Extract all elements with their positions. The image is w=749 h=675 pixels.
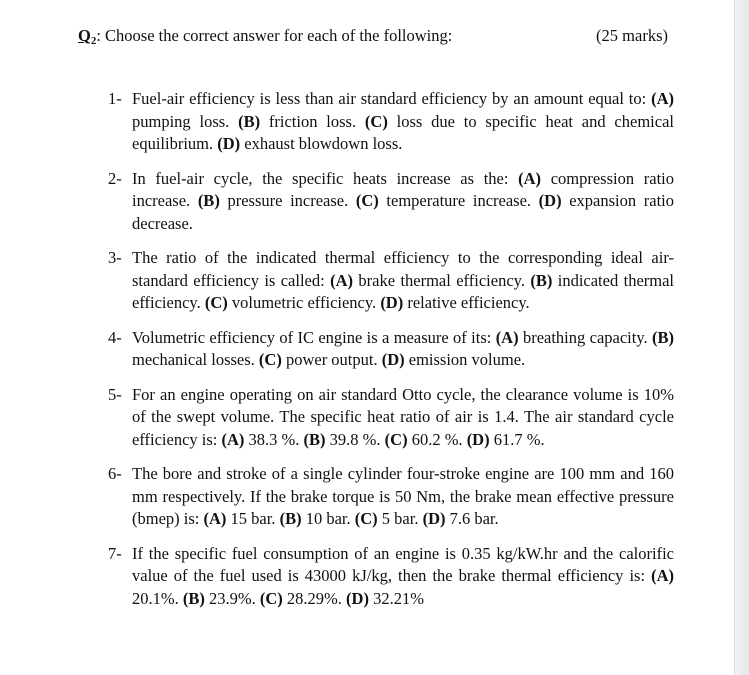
option-text: 5 bar.	[377, 509, 423, 528]
question-item	[108, 463, 674, 531]
page-edge	[734, 0, 749, 675]
option-label: (D)	[538, 191, 562, 210]
option-text: temperature increase.	[378, 191, 539, 210]
question-text	[132, 543, 674, 611]
option-label: (C)	[204, 293, 228, 312]
question-item	[108, 543, 674, 611]
option-text: 7.6 bar.	[445, 509, 499, 528]
question-item	[108, 384, 674, 452]
option-label: (D)	[380, 293, 404, 312]
option-label: (C)	[354, 509, 378, 528]
question-stem: The bore and stroke of a single cylinder four-stroke engine are 100 mm and 160 mm respectively. If the brake torque is 50 Nm, the brake mean effective pressure (bmep) is:	[132, 464, 674, 528]
question-text	[132, 384, 674, 452]
question-label: Q2	[78, 26, 97, 47]
option-label: (C)	[364, 111, 388, 131]
option-label: (B)	[197, 191, 220, 210]
option-text: pumping loss.	[132, 111, 239, 131]
option-text: power output.	[281, 350, 382, 369]
option-label: (B)	[530, 270, 553, 290]
option-label: (B)	[652, 327, 674, 347]
option-label: (B)	[182, 588, 205, 608]
option-label: (D)	[346, 588, 369, 608]
option-text: 28.29%.	[282, 588, 347, 608]
question-stem: If the specific fuel consumption of an engine is 0.35 kg/kW.hr and the calorific value of the fuel used is 43000 kJ/kg, then the brake thermal efficiency is:	[132, 543, 674, 585]
option-label: (A)	[495, 327, 519, 347]
question-text	[132, 168, 674, 236]
question-list	[108, 88, 674, 622]
option-label: (B)	[279, 509, 302, 528]
question-number: 2-	[108, 168, 122, 188]
option-text: emission volume.	[404, 350, 526, 369]
option-text: brake thermal efficiency.	[353, 270, 531, 290]
question-text	[132, 88, 674, 156]
option-text: volumetric efficiency.	[227, 293, 381, 312]
question-number: 4-	[108, 327, 122, 347]
question-number: 1-	[108, 89, 122, 108]
option-label: (B)	[238, 111, 261, 131]
question-text	[132, 247, 674, 315]
option-text: 20.1%.	[132, 588, 183, 608]
question-stem: The ratio of the indicated thermal efficiency to the corresponding ideal air-standard efficiency is called:	[132, 248, 674, 290]
question-number: 6-	[108, 464, 122, 483]
question-item	[108, 168, 674, 236]
option-text: friction loss.	[260, 111, 365, 131]
question-header	[78, 26, 668, 51]
question-item	[108, 88, 674, 156]
option-label: (A)	[651, 566, 674, 585]
option-text: indicated thermal efficiency.	[132, 270, 674, 312]
question-stem: For an engine operating on air standard Otto cycle, the clearance volume is 10% of the swept volume. The specific heat ratio of air is 1.4. The air standard cycle efficiency is:	[132, 384, 674, 449]
option-text: 39.8 %.	[325, 429, 385, 449]
option-text: mechanical losses.	[132, 350, 259, 369]
header-instruction: : Choose the correct answer for each of the following:	[96, 26, 453, 45]
option-label: (A)	[518, 168, 542, 188]
option-text: 61.7 %.	[489, 429, 545, 449]
option-label: (A)	[651, 89, 674, 108]
option-text: expansion ratio decrease.	[132, 191, 674, 233]
option-label: (A)	[221, 429, 245, 449]
question-stem: Fuel-air efficiency is less than air standard efficiency by an amount equal to:	[132, 89, 652, 108]
option-label: (C)	[258, 350, 282, 369]
marks-label: (25 marks)	[596, 26, 668, 45]
option-label: (C)	[384, 429, 408, 449]
option-label: (A)	[330, 270, 354, 290]
option-label: (C)	[355, 191, 379, 210]
question-text	[132, 463, 674, 531]
option-label: (D)	[466, 429, 490, 449]
option-text: 10 bar.	[301, 509, 355, 528]
question-item	[108, 247, 674, 315]
question-stem: Volumetric efficiency of IC engine is a measure of its:	[132, 327, 496, 347]
option-label: (C)	[259, 588, 283, 608]
option-label: (D)	[381, 350, 405, 369]
option-text: exhaust blowdown loss.	[240, 134, 403, 153]
option-text: pressure increase.	[219, 191, 356, 210]
question-number: 5-	[108, 384, 122, 404]
option-text: 32.21%	[368, 588, 424, 608]
option-text: 38.3 %.	[244, 429, 304, 449]
option-label: (D)	[217, 134, 241, 153]
question-stem: In fuel-air cycle, the specific heats increase as the:	[132, 168, 519, 188]
option-text: 23.9%.	[204, 588, 260, 608]
question-number: 3-	[108, 248, 122, 267]
question-item	[108, 327, 674, 372]
option-text: 60.2 %.	[407, 429, 467, 449]
option-text: loss due to specific heat and chemical equilibrium.	[132, 111, 674, 153]
option-text: compression ratio increase.	[132, 168, 675, 210]
option-text: 15 bar.	[226, 509, 280, 528]
option-label: (B)	[303, 429, 326, 449]
option-label: (D)	[422, 509, 446, 528]
option-text: relative efficiency.	[403, 293, 530, 312]
question-text	[132, 327, 674, 372]
option-text: breathing capacity.	[518, 327, 652, 347]
question-number: 7-	[108, 543, 122, 563]
option-label: (A)	[203, 509, 227, 528]
